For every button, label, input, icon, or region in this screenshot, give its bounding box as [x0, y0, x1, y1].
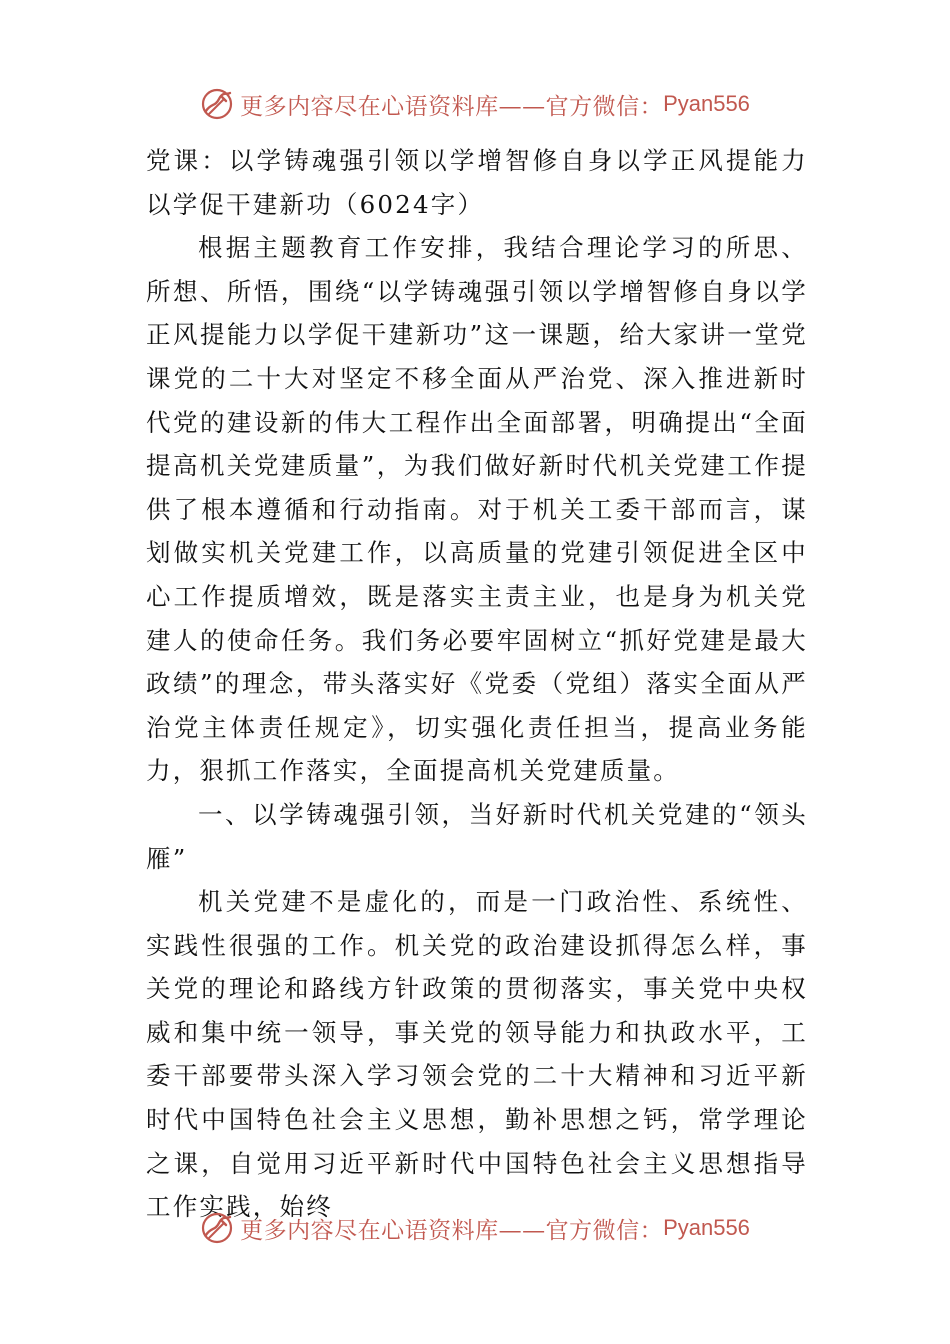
banner-text: 更多内容尽在心语资料库——官方微信： — [240, 1217, 664, 1244]
header-banner — [0, 84, 950, 124]
banner-text: 更多内容尽在心语资料库——官方微信： — [240, 93, 664, 120]
footer-banner — [0, 1208, 950, 1248]
document-title: 党课：以学铸魂强引领以学增智修自身以学正风提能力以学促干建新功（6024字） — [146, 146, 808, 219]
paragraph-section-1: 机关党建不是虚化的，而是一门政治性、系统性、实践性很强的工作。机关党的政治建设抓得怎么样，事关党的理论和路线方针政策的贯彻落实，事关党中央权威和集中统一领导，事关党的领导能力和执政水平，工委干部要带头深入学习领会党的二十大精神和习近平新时代中国特色社会主义思想，勤补思想之钙，常学理论之课，自觉用习近平新时代中国特色社会主义思想指导工作实践，始终 — [146, 887, 808, 1222]
document-body — [146, 139, 808, 1229]
section-heading-1: 一、以学铸魂强引领，当好新时代机关党建的“领头雁” — [146, 799, 808, 873]
signature-pen-icon — [200, 1211, 234, 1245]
paragraph-intro: 根据主题教育工作安排，我结合理论学习的所思、所想、所悟，围绕“以学铸魂强引领以学增智修自身以学正风提能力以学促干建新功”这一课题，给大家讲一堂党课党的二十大对坚定不移全面从严治党、深入推进新时代党的建设新的伟大工程作出全面部署，明确提出“全面提高机关党建质量”，为我们做好新时代机关党建工作提供了根本遵循和行动指南。对于机关工委干部而言，谋划做实机关党建工作，以高质量的党建引领促进全区中心工作提质增效，既是落实主责主业，也是身为机关党建人的使命任务。我们务必要牢固树立“抓好党建是最大政绩”的理念，带头落实好《党委（党组）落实全面从严治党主体责任规定》，切实强化责任担当，提高业务能力，狠抓工作落实，全面提高机关党建质量。 — [146, 233, 808, 786]
wechat-id: Pyan556 — [663, 1215, 750, 1240]
signature-pen-icon — [200, 87, 234, 121]
wechat-id: Pyan556 — [663, 91, 750, 116]
